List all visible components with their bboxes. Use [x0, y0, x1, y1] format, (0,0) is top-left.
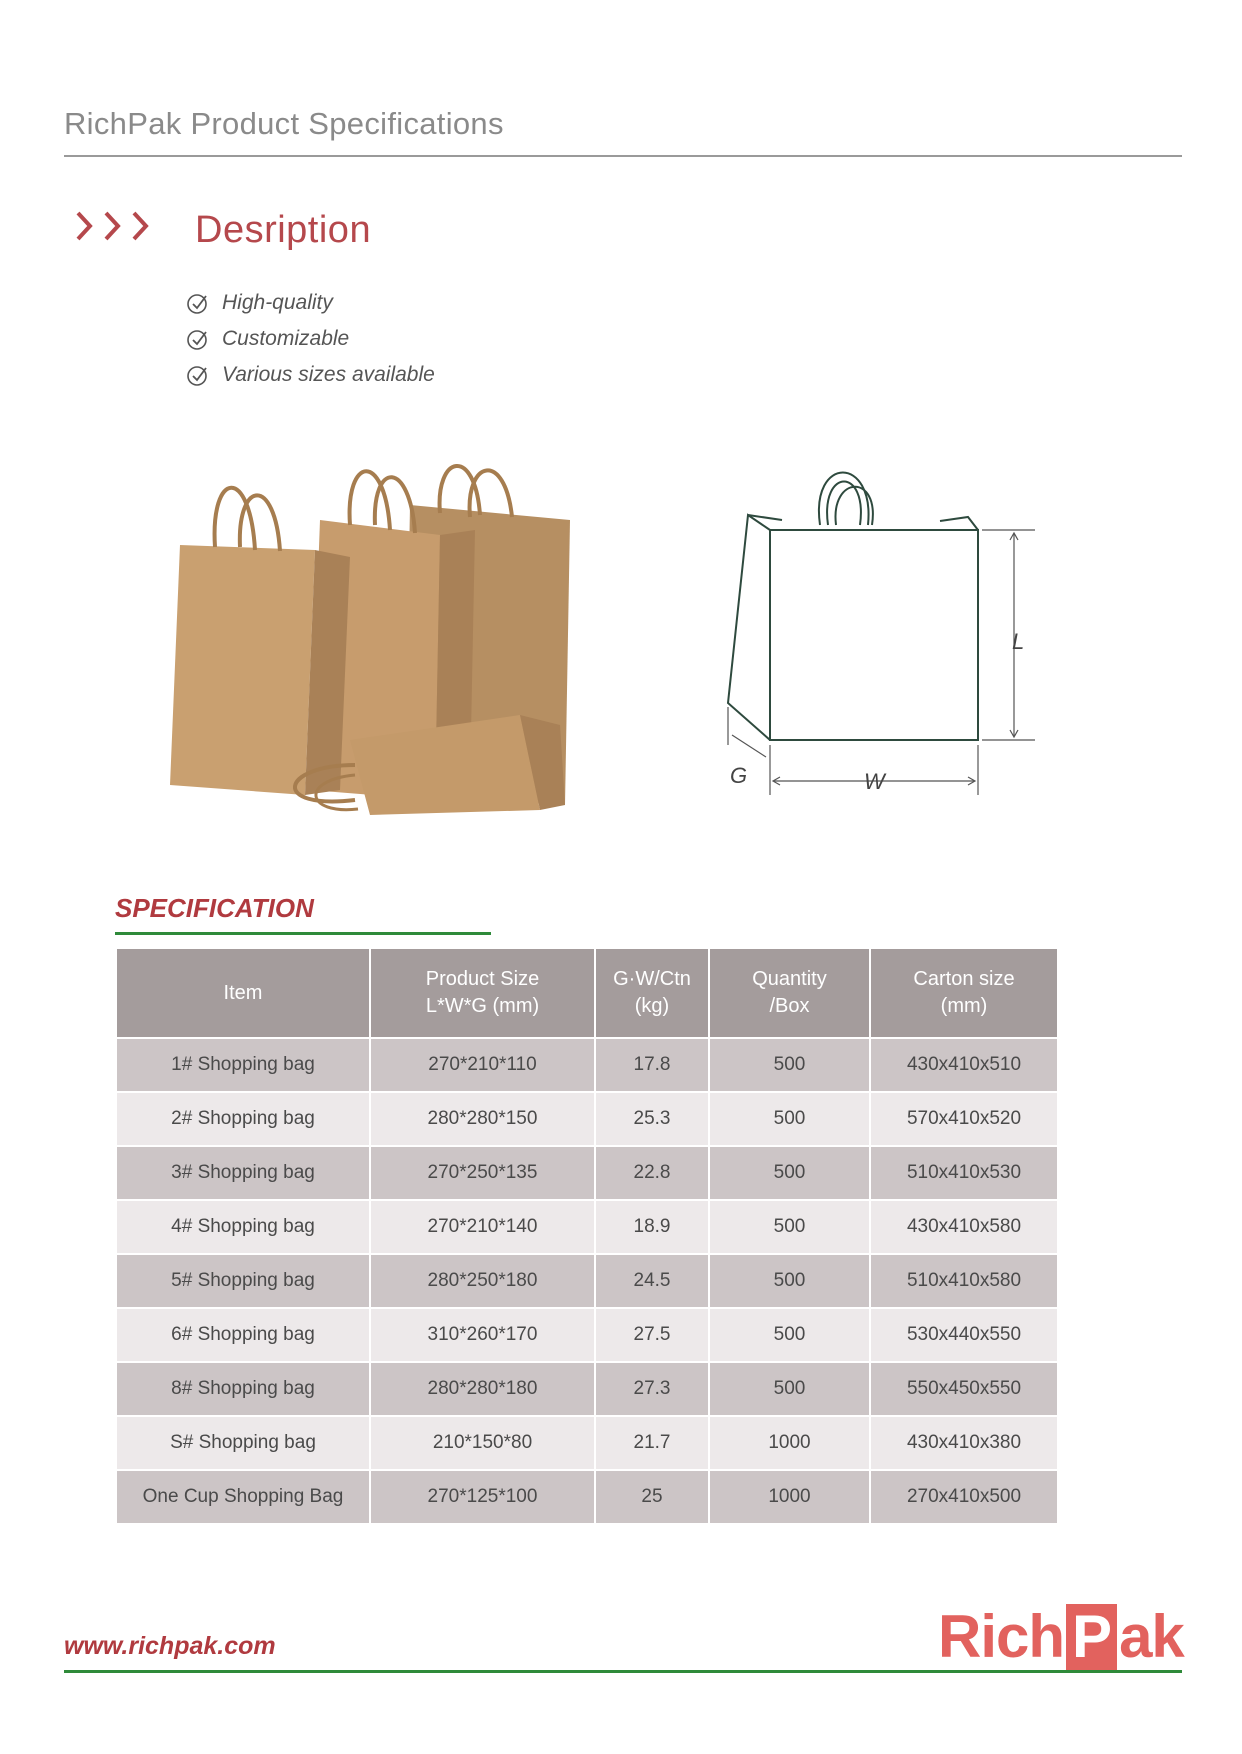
column-header-product-size: Product Size L*W*G (mm) — [370, 949, 595, 1038]
diagram-label-g: G — [730, 763, 748, 788]
feature-label: High-quality — [222, 291, 333, 314]
cell-product-size: 210*150*80 — [370, 1416, 595, 1470]
diagram-label-l: L — [1012, 629, 1025, 654]
cell-item: S# Shopping bag — [117, 1416, 370, 1470]
cell-carton-size: 510x410x580 — [870, 1254, 1057, 1308]
specification-underline — [115, 932, 491, 935]
feature-label: Customizable — [222, 327, 350, 350]
chevrons-icon — [76, 210, 158, 242]
cell-product-size: 280*280*150 — [370, 1092, 595, 1146]
cell-item: 1# Shopping bag — [117, 1038, 370, 1092]
logo-text-rich: Rich — [938, 1603, 1065, 1670]
cell-quantity: 500 — [709, 1038, 870, 1092]
feature-item — [186, 357, 435, 393]
cell-quantity: 500 — [709, 1254, 870, 1308]
cell-item: 2# Shopping bag — [117, 1092, 370, 1146]
cell-product-size: 270*250*135 — [370, 1146, 595, 1200]
column-header-item: Item — [117, 949, 370, 1038]
feature-label: Various sizes available — [222, 363, 435, 386]
cell-product-size: 280*280*180 — [370, 1362, 595, 1416]
cell-item: One Cup Shopping Bag — [117, 1470, 370, 1524]
cell-quantity: 500 — [709, 1308, 870, 1362]
cell-quantity: 1000 — [709, 1416, 870, 1470]
cell-product-size: 280*250*180 — [370, 1254, 595, 1308]
cell-item: 3# Shopping bag — [117, 1146, 370, 1200]
cell-item: 6# Shopping bag — [117, 1308, 370, 1362]
cell-quantity: 500 — [709, 1200, 870, 1254]
logo-text-p: P — [1066, 1604, 1117, 1670]
cell-carton-size: 270x410x500 — [870, 1470, 1057, 1524]
cell-weight: 21.7 — [595, 1416, 709, 1470]
cell-product-size: 270*210*110 — [370, 1038, 595, 1092]
cell-weight: 24.5 — [595, 1254, 709, 1308]
table-row — [117, 1470, 1057, 1524]
cell-item: 8# Shopping bag — [117, 1362, 370, 1416]
table-header-row — [117, 949, 1057, 1038]
cell-carton-size: 530x440x550 — [870, 1308, 1057, 1362]
description-heading: Desription — [195, 209, 372, 251]
column-header-weight: G·W/Ctn (kg) — [595, 949, 709, 1038]
cell-quantity: 500 — [709, 1362, 870, 1416]
table-row — [117, 1092, 1057, 1146]
cell-carton-size: 570x410x520 — [870, 1092, 1057, 1146]
cell-product-size: 270*210*140 — [370, 1200, 595, 1254]
richpak-logo — [938, 1602, 1184, 1671]
bag-dimension-diagram — [700, 445, 1070, 815]
feature-item — [186, 285, 435, 321]
cell-product-size: 270*125*100 — [370, 1470, 595, 1524]
specification-heading: SPECIFICATION — [115, 893, 314, 923]
document-title: RichPak Product Specifications — [64, 106, 504, 141]
table-row — [117, 1146, 1057, 1200]
cell-weight: 25 — [595, 1470, 709, 1524]
feature-list — [186, 285, 435, 393]
check-circle-icon — [186, 291, 210, 315]
table-row — [117, 1038, 1057, 1092]
cell-item: 5# Shopping bag — [117, 1254, 370, 1308]
table-row — [117, 1416, 1057, 1470]
diagram-label-w: W — [864, 769, 885, 794]
website-link[interactable]: www.richpak.com — [64, 1632, 276, 1660]
cell-weight: 22.8 — [595, 1146, 709, 1200]
cell-carton-size: 550x450x550 — [870, 1362, 1057, 1416]
specification-table — [117, 949, 1057, 1525]
table-row — [117, 1362, 1057, 1416]
cell-carton-size: 430x410x580 — [870, 1200, 1057, 1254]
logo-text-ak: ak — [1119, 1603, 1184, 1670]
cell-weight: 27.5 — [595, 1308, 709, 1362]
cell-carton-size: 430x410x380 — [870, 1416, 1057, 1470]
cell-quantity: 500 — [709, 1092, 870, 1146]
feature-item — [186, 321, 435, 357]
product-photo — [140, 425, 600, 825]
cell-weight: 25.3 — [595, 1092, 709, 1146]
column-header-carton-size: Carton size (mm) — [870, 949, 1057, 1038]
footer-divider — [64, 1670, 1182, 1673]
cell-weight: 27.3 — [595, 1362, 709, 1416]
cell-weight: 17.8 — [595, 1038, 709, 1092]
table-row — [117, 1200, 1057, 1254]
check-circle-icon — [186, 327, 210, 351]
cell-carton-size: 510x410x530 — [870, 1146, 1057, 1200]
cell-item: 4# Shopping bag — [117, 1200, 370, 1254]
check-circle-icon — [186, 363, 210, 387]
cell-carton-size: 430x410x510 — [870, 1038, 1057, 1092]
table-row — [117, 1308, 1057, 1362]
cell-product-size: 310*260*170 — [370, 1308, 595, 1362]
cell-weight: 18.9 — [595, 1200, 709, 1254]
cell-quantity: 1000 — [709, 1470, 870, 1524]
column-header-quantity: Quantity /Box — [709, 949, 870, 1038]
table-row — [117, 1254, 1057, 1308]
cell-quantity: 500 — [709, 1146, 870, 1200]
title-divider — [64, 155, 1182, 157]
